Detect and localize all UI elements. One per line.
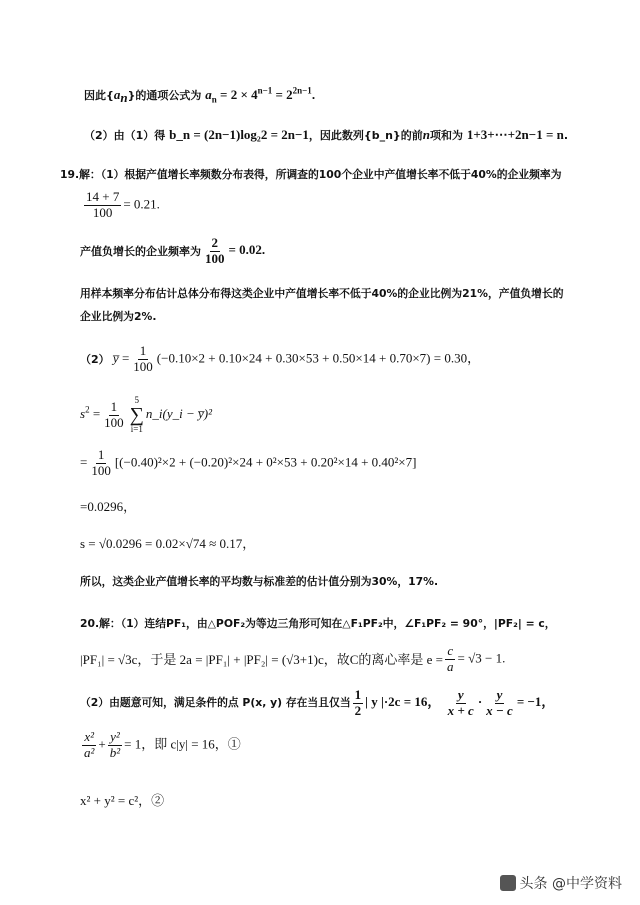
q19-heading: 19.解：（1）根据产值增长率频数分布表得，所调查的100个企业中产值增长率不低于40%的企业频率为: [60, 168, 562, 181]
watermark-text: 头条 @中学资料: [519, 876, 622, 892]
q20-heading: 20.解：（1）连结PF₁，由△POF₂为等边三角形可知在△F₁PF₂中，∠F₁PF₂ = 90°，|PF₂| = c，: [80, 617, 556, 630]
watermark: [500, 873, 622, 893]
q19-mean: （2） y̅ = $\frac{1}{100}$ (−0.10×2 + 0.10×24 + 0.30×53 + 0.50×14 + 0.70×7) = 0.30，: [80, 343, 481, 374]
q19-variance-value: =0.0296，: [80, 499, 137, 514]
sigma-symbol: 5 ∑ i=1: [129, 395, 144, 434]
q19-std-dev: s = √0.0296 = 0.02×√74 ≈ 0.17，: [80, 536, 256, 551]
toutiao-logo-icon: [500, 875, 516, 891]
q19-negative-freq: 产值负增长的企业频率为 $\frac{2}{100}$ = 0.02.: [80, 235, 266, 266]
q19-estimate-line1: 用样本频率分布估计总体分布得这类企业中产值增长率不低于40%的企业比例为21%，产值负增长的: [80, 287, 564, 300]
q19-estimate-line2: 企业比例为2%.: [80, 310, 157, 323]
q20-part2: （2）由题意可知，满足条件的点 P(x, y) 存在当且仅当 $\frac{1}{2}$ | y |·2c = 16， $\frac{y}{x + c}$ · $\frac{y}{x - c}$ = −1，: [80, 687, 555, 718]
q19-variance-expanded: = $\frac{1}{100}$ [(−0.40)²×2 + (−0.20)²×24 + 0²×53 + 0.20²×14 + 0.40²×7]: [80, 447, 417, 478]
q19-variance-formula: $s^2$ = $\frac{1}{100}$ 5 ∑ i=1 n_i(y_i − y̅)²: [80, 395, 213, 434]
line-sum-bn: （2）由（1）得 b_n = (2n−1)log₂2 = 2n−1，因此数列{b_n}的前n项和为 1+3+⋯+2n−1 = n.: [84, 127, 569, 142]
q19-conclusion: 所以，这类企业产值增长率的平均数与标准差的估计值分别为30%，17%.: [80, 575, 439, 588]
line-general-term: 因此$\{a_n\}$的通项公式为 $a_n = 2 \times 4^{n-1} = 2^{2n-1}$.: [84, 85, 316, 106]
q19-freq-fraction: $\frac{14 + 7}{100}$ = 0.21.: [86, 189, 160, 220]
q20-eccentricity: |PF₁| = √3c，于是 2a = |PF₁| + |PF₂| = (√3+1)c，故C的离心率是 e = $\frac{c}{a}$ = √3 − 1.: [80, 643, 506, 674]
q20-equation-1: $\frac{\text{x²}}{\text{a²}}$ + $\frac{\text{y²}}{\text{b²}}$ = 1，即 c|y| = 16，①: [84, 729, 241, 760]
q20-equation-2: x² + y² = c²，②: [80, 793, 165, 808]
